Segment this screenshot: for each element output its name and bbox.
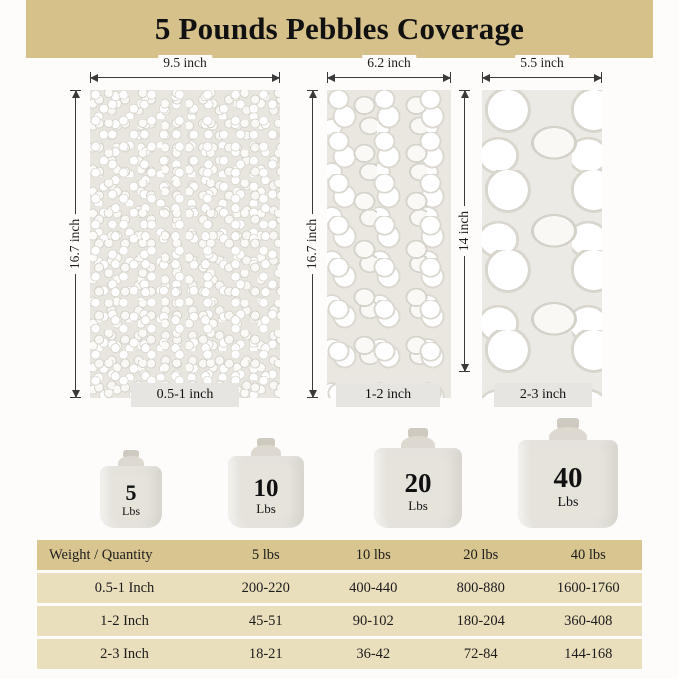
panel-medium-width-dimension: [327, 55, 451, 82]
panel-large-size-tag: 2-3 inch: [494, 383, 592, 407]
panel-small-height-dimension: [67, 90, 82, 398]
table-cell-r0c4: 1600-1760: [556, 579, 620, 596]
panel-medium-height-dimension: [304, 90, 319, 398]
table-cell-r1c1: 45-51: [248, 612, 283, 629]
panel-small-width-dimension: [90, 55, 280, 82]
bag-20lbs: [374, 428, 462, 528]
bag-10lbs-unit: Lbs: [256, 501, 276, 516]
panel-large-height-label: 14 inch: [456, 206, 472, 256]
panel-large-width-dimension: [482, 55, 602, 82]
bag-10lbs-number: 10: [253, 475, 279, 502]
header-band: [0, 0, 679, 58]
table-header-cell-3: 20 lbs: [463, 546, 499, 563]
table-cell-r1c4: 360-408: [564, 612, 613, 629]
table-cell-r1c0: 1-2 Inch: [100, 612, 149, 629]
panel-small-height-label: 16.7 inch: [67, 214, 83, 274]
panel-small-width-label: 9.5 inch: [158, 55, 212, 71]
panel-medium-size-tag: 1-2 inch: [336, 383, 440, 407]
table-cell-r2c1: 18-21: [248, 645, 283, 662]
table-header-cell-2: 10 lbs: [355, 546, 391, 563]
panel-medium-image: [327, 90, 451, 398]
bag-5lbs-unit: Lbs: [122, 504, 140, 518]
page-title: 5 Pounds Pebbles Coverage: [154, 11, 525, 46]
table-cell-r0c3: 800-880: [456, 579, 505, 596]
panel-small-size-tag: 0.5-1 inch: [131, 383, 239, 407]
table-row: [37, 606, 642, 636]
bag-40lbs: [518, 418, 618, 528]
table-cell-r0c0: 0.5-1 Inch: [94, 579, 155, 596]
table-cell-r2c4: 144-168: [564, 645, 613, 662]
table-cell-r2c3: 72-84: [463, 645, 498, 662]
table-cell-r1c2: 90-102: [352, 612, 394, 629]
bag-10lbs: [228, 438, 304, 528]
table-row: [37, 573, 642, 603]
table-cell-r2c0: 2-3 Inch: [100, 645, 149, 662]
table-header-cell-1: 5 lbs: [251, 546, 280, 563]
bag-40lbs-unit: Lbs: [557, 495, 579, 510]
table-cell-r0c2: 400-440: [349, 579, 398, 596]
coverage-panels: [0, 55, 679, 418]
bag-20lbs-number: 20: [404, 468, 432, 498]
table-cell-r0c1: 200-220: [241, 579, 290, 596]
panel-large-height-dimension: [456, 90, 471, 372]
panel-large-width-label: 5.5 inch: [515, 55, 569, 71]
panel-large-image: [482, 90, 602, 398]
bag-40lbs-number: 40: [553, 462, 583, 494]
bag-5lbs: [100, 450, 162, 528]
bag-20lbs-unit: Lbs: [408, 498, 428, 513]
bag-5lbs-number: 5: [125, 480, 137, 505]
panel-medium-height-label: 16.7 inch: [304, 214, 320, 274]
table-cell-r1c3: 180-204: [456, 612, 505, 629]
bag-row: [0, 418, 679, 528]
panel-medium-width-label: 6.2 inch: [362, 55, 416, 71]
coverage-table: [37, 540, 642, 672]
table-header-row: [37, 540, 642, 570]
table-header-cell-4: 40 lbs: [570, 546, 606, 563]
panel-small-image: [90, 90, 280, 398]
table-header-cell-0: Weight / Quantity: [49, 546, 153, 563]
table-row: [37, 639, 642, 669]
table-cell-r2c2: 36-42: [356, 645, 391, 662]
